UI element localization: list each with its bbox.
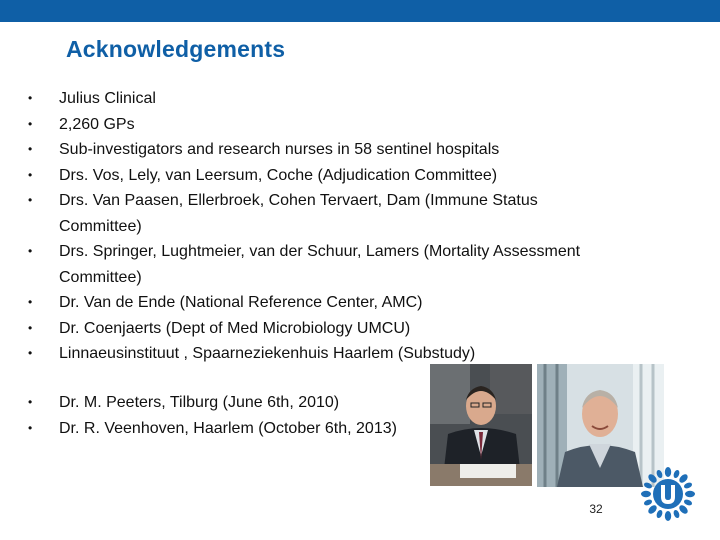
bullet-icon: • xyxy=(28,142,33,156)
bullet-icon: • xyxy=(28,91,33,105)
list-item: • Drs. Vos, Lely, van Leersum, Coche (Adjudication Committee) xyxy=(28,163,668,189)
page-number: 32 xyxy=(589,502,603,516)
list-item: • Sub-investigators and research nurses in 58 sentinel hospitals xyxy=(28,137,668,163)
bullet-icon: • xyxy=(28,420,33,435)
list-item: • Dr. R. Veenhoven, Haarlem (October 6th, 2013) xyxy=(28,416,668,442)
bullet-icon: • xyxy=(28,320,33,335)
bullet-icon: • xyxy=(28,116,33,131)
list-item: • Drs. Springer, Lughtmeier, van der Schuur, Lamers (Mortality Assessment Committee) xyxy=(28,239,668,290)
list-item: • Dr. M. Peeters, Tilburg (June 6th, 2010) xyxy=(28,390,668,416)
portrait-peeters-image xyxy=(430,364,532,486)
slide-title: Acknowledgements xyxy=(66,36,286,62)
acknowledgement-list xyxy=(28,86,668,367)
list-item: • Julius Clinical xyxy=(28,86,668,112)
utrecht-university-logo-icon xyxy=(640,466,696,522)
bullet-icon: • xyxy=(28,244,33,258)
list-item: • Dr. Van de Ende (National Reference Center, AMC) xyxy=(28,290,668,316)
header-bar xyxy=(0,0,720,22)
bullet-icon: • xyxy=(28,295,33,309)
bullet-icon: • xyxy=(28,193,33,207)
list-item: • Linnaeusinstituut , Spaarneziekenhuis Haarlem (Substudy) xyxy=(28,341,668,367)
bullet-icon: • xyxy=(28,167,33,182)
bullet-icon: • xyxy=(28,346,33,360)
portrait-photo-peeters xyxy=(430,364,532,486)
list-item: • Dr. Coenjaerts (Dept of Med Microbiology UMCU) xyxy=(28,316,668,342)
list-item: • Drs. Van Paasen, Ellerbroek, Cohen Tervaert, Dam (Immune Status Committee) xyxy=(28,188,668,239)
bullet-icon: • xyxy=(28,395,33,409)
list-item: • 2,260 GPs xyxy=(28,112,668,138)
